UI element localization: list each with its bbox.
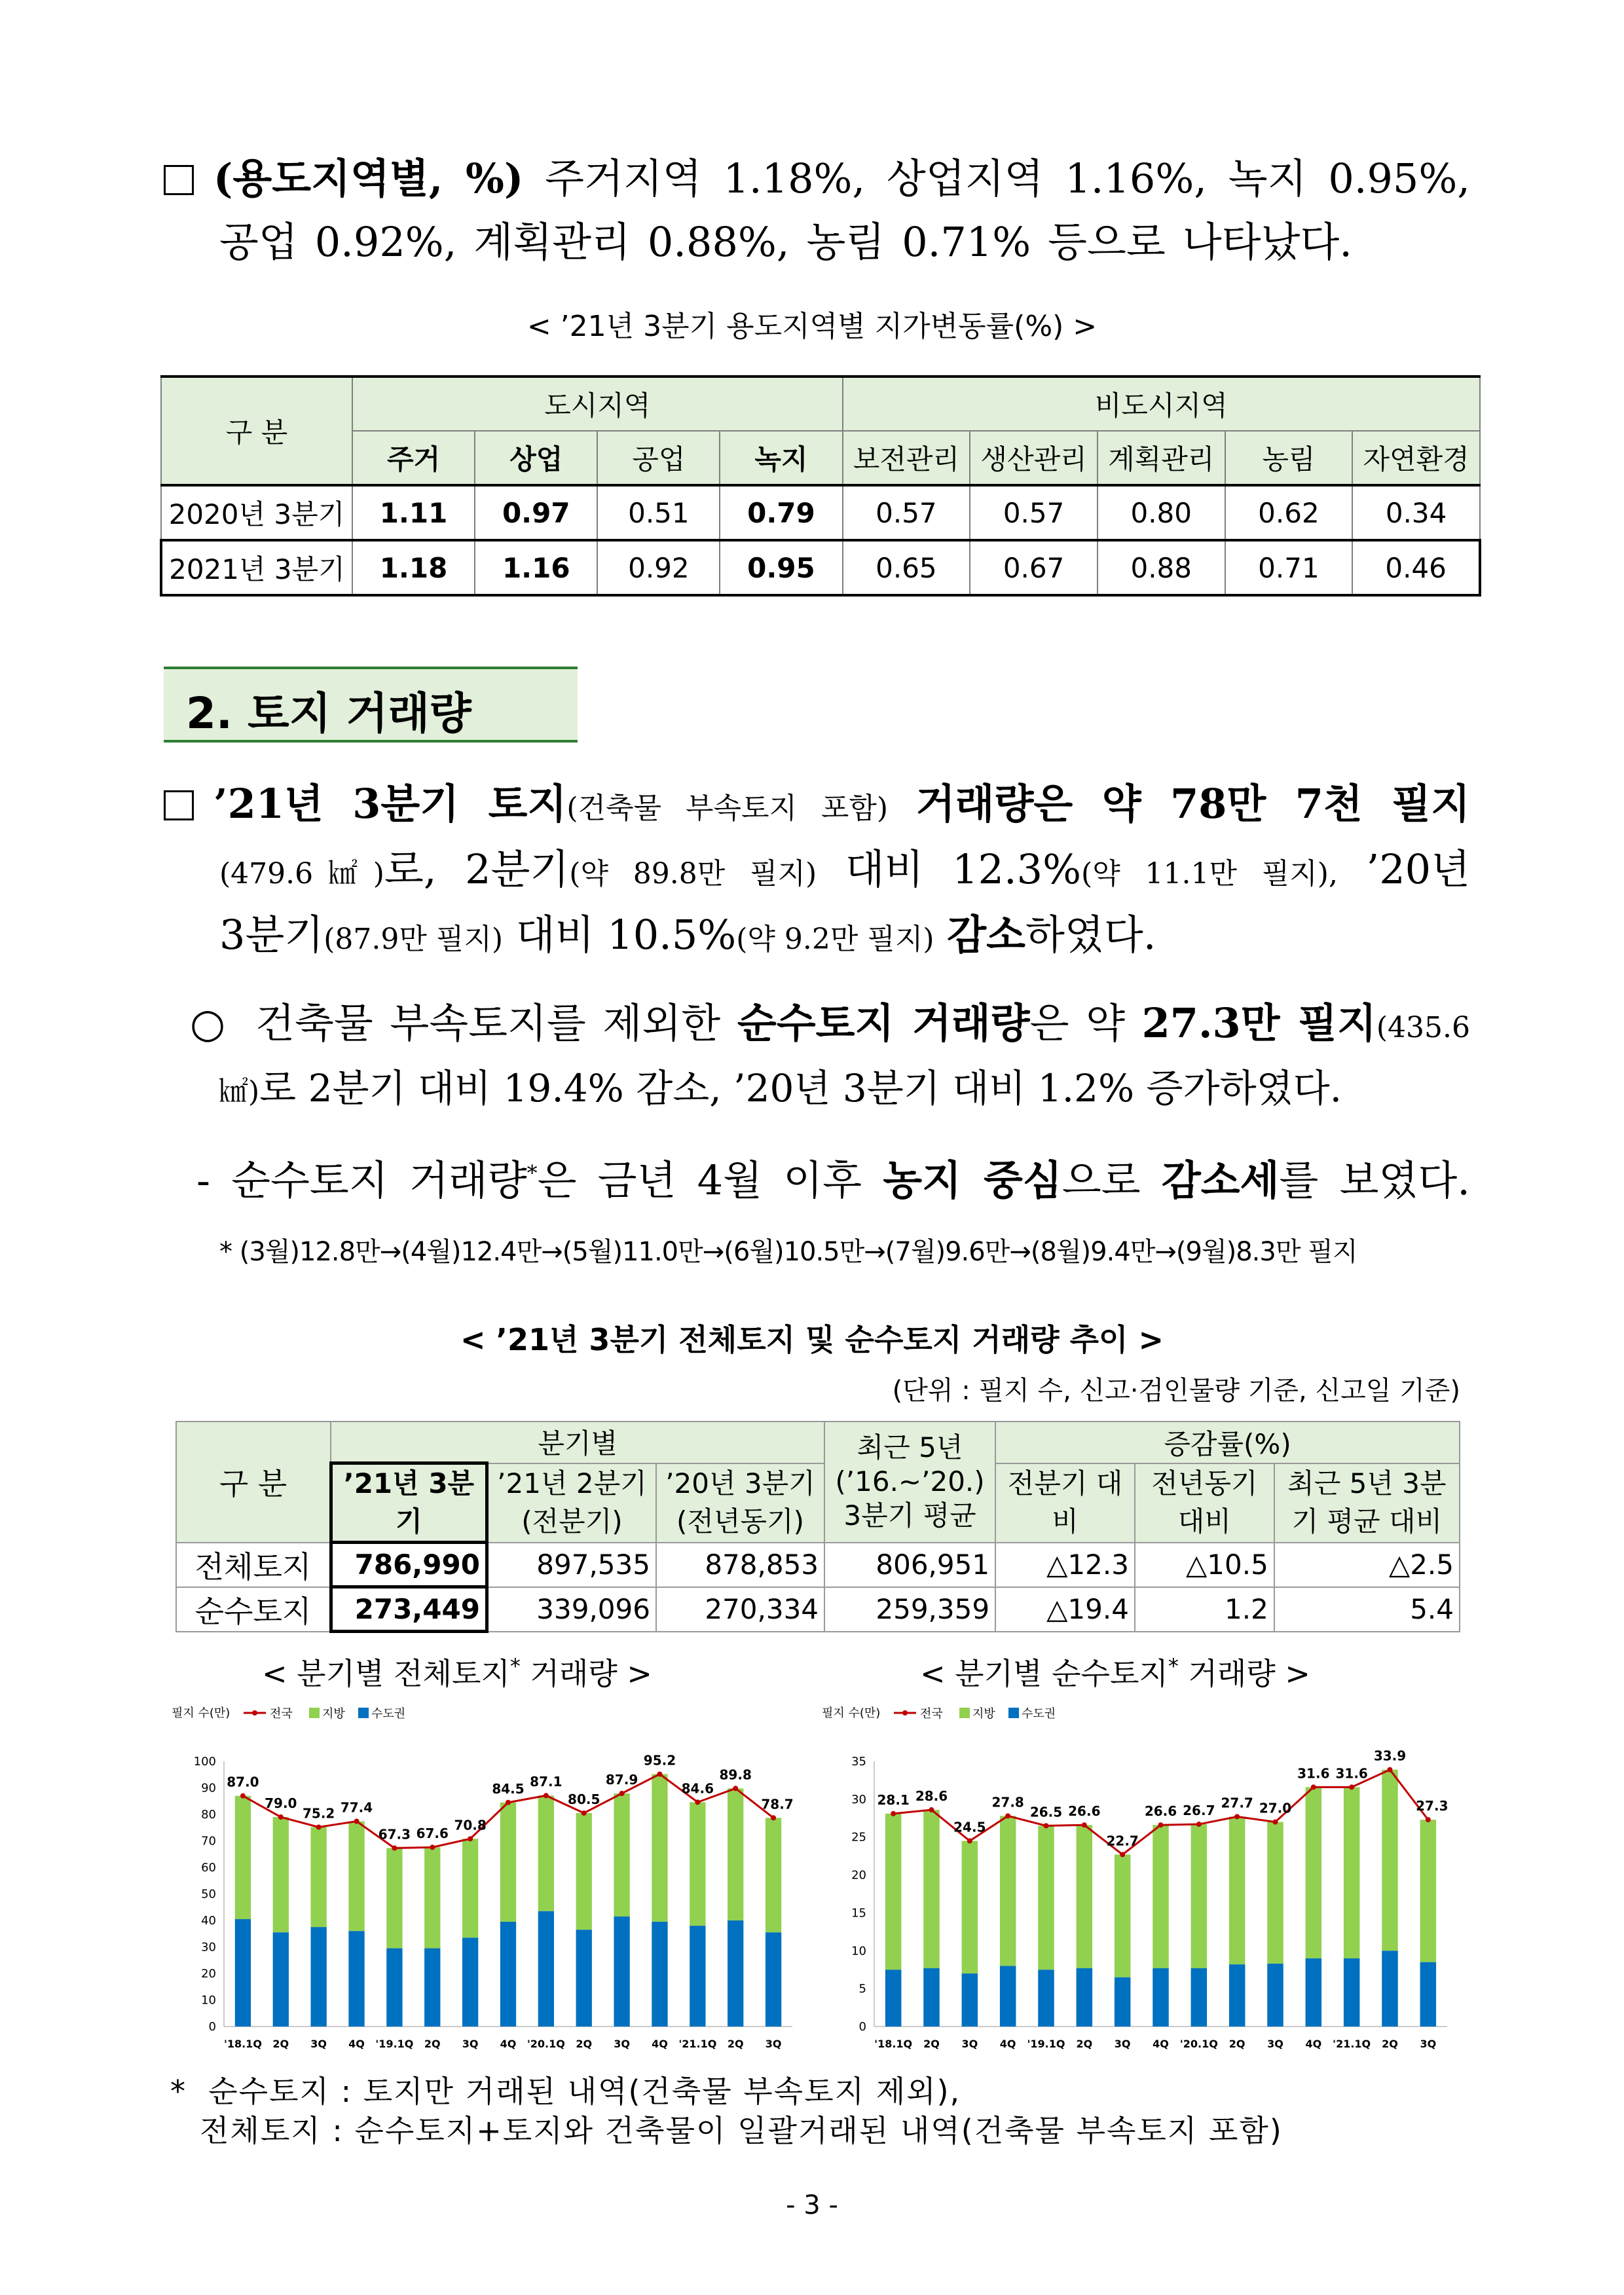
bar-capital: [923, 1968, 940, 2027]
y-tick-label: 80: [201, 1808, 216, 1822]
bar-local: [235, 1796, 251, 1919]
table2-cell: 273,449: [331, 1587, 487, 1632]
legend-swatch-local: [309, 1708, 320, 1718]
bar-capital: [728, 1920, 743, 2027]
bar-local: [1229, 1816, 1246, 1964]
data-label: 87.1: [530, 1774, 563, 1790]
x-tick-label: 3Q: [1267, 2038, 1283, 2050]
table-row: [161, 540, 1480, 595]
y-tick-label: 35: [851, 1755, 866, 1769]
bar-local: [500, 1803, 516, 1922]
table1-group-nonurban: 비도시지역: [843, 376, 1480, 431]
data-label: 87.0: [227, 1774, 259, 1790]
data-label: 77.4: [340, 1799, 373, 1816]
x-tick-label: 3Q: [765, 2038, 782, 2050]
x-tick-label: 3Q: [961, 2038, 978, 2050]
body-p1-line3: 3분기(87.9만 필지) 대비 10.5%(약 9.2만 필지) 감소하였다.: [219, 911, 1156, 959]
table1-cell: 0.62: [1225, 485, 1353, 540]
bar-capital: [1344, 1958, 1360, 2027]
table1-header: 생산관리: [970, 431, 1098, 485]
data-label: 31.6: [1335, 1765, 1368, 1782]
data-label: 26.6: [1144, 1803, 1177, 1820]
bar-local: [1153, 1825, 1169, 1968]
bar-capital: [1191, 1968, 1208, 2027]
point-national: [771, 1815, 776, 1820]
table1-header: 계획관리: [1098, 431, 1225, 485]
table2-cell: 1.2: [1135, 1587, 1274, 1632]
y-tick-label: 20: [851, 1868, 866, 1882]
intro-line-1: (용도지역별, %) 주거지역 1.18%, 상업지역 1.16%, 녹지 0.95%,: [164, 147, 1470, 210]
land-price-change-table: [160, 375, 1481, 597]
data-label: 28.1: [877, 1791, 910, 1808]
bar-local: [311, 1827, 327, 1927]
table2-cell: 270,334: [656, 1587, 824, 1632]
data-label: 84.5: [492, 1780, 525, 1797]
bar-local: [923, 1810, 940, 1968]
data-label: 70.8: [454, 1817, 487, 1833]
x-tick-label: 2Q: [1382, 2038, 1398, 2050]
table1-header: 주거: [352, 431, 475, 485]
table2-row-label: 순수토지: [176, 1587, 331, 1632]
table2-cell: 339,096: [487, 1587, 656, 1632]
chart-left-title: < 분기별 전체토지* 거래량 >: [262, 1653, 652, 1691]
bar-capital: [1382, 1951, 1398, 2027]
data-label: 95.2: [643, 1752, 676, 1769]
y-tick-label: 0: [208, 2020, 216, 2034]
bar-local: [1115, 1854, 1131, 1977]
bar-local: [614, 1793, 629, 1917]
x-tick-label: '21.1Q: [1333, 2038, 1371, 2050]
point-national: [506, 1800, 511, 1805]
footnote-line1: * 순수토지 : 토지만 거래된 내역(건축물 부속토지 제외),: [170, 2074, 961, 2109]
legend-label: 전국: [270, 1707, 293, 1721]
x-tick-label: 4Q: [500, 2038, 517, 2050]
bar-capital: [1000, 1966, 1016, 2027]
table1-cell: 0.67: [970, 540, 1098, 595]
x-tick-label: 3Q: [1420, 2038, 1437, 2050]
bar-capital: [500, 1922, 516, 2027]
bar-capital: [614, 1917, 629, 2027]
body-p2-line1: ○ 건축물 부속토지를 제외한 순수토지 거래량은 약 27.3만 필지(435.6: [190, 999, 1471, 1047]
bar-local: [1267, 1822, 1283, 1964]
point-national: [544, 1793, 549, 1798]
table-row: [176, 1587, 1460, 1632]
bar-local: [1038, 1826, 1054, 1970]
table1-cell: 0.65: [843, 540, 970, 595]
point-national: [1349, 1784, 1354, 1790]
body-p1-line2: (479.6㎢)로, 2분기(약 89.8만 필지) 대비 12.3%(약 11.1만 필지), ’20년: [219, 845, 1470, 893]
table1-cell: 0.57: [970, 485, 1098, 540]
bar-local: [885, 1814, 902, 1970]
data-label: 22.7: [1106, 1833, 1139, 1849]
body-p2-line2: ㎢)로 2분기 대비 19.4% 감소, ’20년 3분기 대비 1.2% 증가하였다.: [219, 1066, 1342, 1111]
bar-capital: [538, 1911, 554, 2027]
data-label: 87.9: [605, 1772, 638, 1788]
data-label: 27.7: [1221, 1795, 1253, 1811]
point-national: [733, 1786, 738, 1791]
x-tick-label: 3Q: [462, 2038, 479, 2050]
point-national: [1120, 1852, 1125, 1857]
bar-local: [728, 1788, 743, 1920]
data-label: 26.7: [1183, 1803, 1215, 1819]
table2-cell: 5.4: [1274, 1587, 1460, 1632]
bar-local: [1191, 1824, 1208, 1968]
data-label: 67.3: [378, 1826, 411, 1843]
bar-local: [538, 1795, 554, 1911]
x-tick-label: 4Q: [652, 2038, 668, 2050]
data-label: 78.7: [761, 1796, 794, 1812]
point-national: [354, 1819, 360, 1824]
table2-group-recent: 최근 5년 (’16.~’20.) 3분기 평균: [824, 1422, 995, 1543]
table1-cell: 0.88: [1098, 540, 1225, 595]
table1-cell: 0.92: [597, 540, 720, 595]
table1-cell: 0.34: [1352, 485, 1480, 540]
x-tick-label: 2Q: [272, 2038, 289, 2050]
bar-local: [386, 1848, 402, 1948]
table1-cell: 0.57: [843, 485, 970, 540]
table2-cell: 897,535: [487, 1543, 656, 1587]
bar-local: [576, 1813, 592, 1930]
point-national: [392, 1845, 397, 1850]
legend-label: 전국: [920, 1707, 943, 1721]
y-tick-label: 100: [193, 1755, 216, 1769]
table-row: [176, 1543, 1460, 1587]
point-national: [929, 1807, 934, 1812]
table1-cell: 0.95: [720, 540, 842, 595]
data-label: 33.9: [1373, 1748, 1407, 1764]
x-tick-label: 3Q: [310, 2038, 327, 2050]
x-tick-label: 4Q: [999, 2038, 1016, 2050]
data-label: 84.6: [681, 1780, 714, 1797]
chart-pure-land: [822, 1702, 1460, 2056]
bar-local: [766, 1818, 781, 1932]
x-tick-label: 2Q: [1228, 2038, 1246, 2050]
table1-header: 자연환경: [1352, 431, 1480, 485]
point-national: [468, 1836, 473, 1841]
bar-local: [1000, 1816, 1016, 1966]
legend-label: 지방: [972, 1707, 995, 1721]
table1-corner: 구 분: [161, 376, 352, 485]
table1-cell: 0.97: [475, 485, 597, 540]
table1-cell: 1.16: [475, 540, 597, 595]
table2-cell: △10.5: [1135, 1543, 1274, 1587]
table1-row-label: 2020년 3분기: [161, 485, 352, 540]
table2-unit: (단위 : 필지 수, 신고·검인물량 기준, 신고일 기준): [892, 1376, 1460, 1406]
legend-swatch-capital: [1008, 1708, 1019, 1718]
y-tick-label: 0: [858, 2020, 866, 2034]
bar-capital: [652, 1922, 667, 2027]
x-tick-label: '19.1Q: [375, 2038, 414, 2050]
table2-sub: 전년동기 대비: [1135, 1463, 1274, 1543]
table2-cell: 806,951: [824, 1543, 995, 1587]
point-national: [1196, 1822, 1202, 1827]
data-label: 28.6: [915, 1788, 948, 1805]
footnote-line2: 전체토지 : 순수토지+토지와 건축물이 일괄거래된 내역(건축물 부속토지 포함): [200, 2113, 1283, 2148]
table2-sub: ’20년 3분기 (전년동기): [656, 1463, 824, 1543]
table1-row-label: 2021년 3분기: [161, 540, 352, 595]
page-number: - 3 -: [786, 2190, 838, 2220]
y-tick-label: 10: [851, 1944, 866, 1958]
table1-header: 공업: [597, 431, 720, 485]
data-label: 27.3: [1416, 1798, 1449, 1814]
table2-cell: 786,990: [331, 1543, 487, 1587]
bar-capital: [462, 1937, 478, 2027]
x-tick-label: 2Q: [576, 2038, 593, 2050]
chart-ylabel: 필지 수(만): [822, 1706, 881, 1720]
point-national: [967, 1839, 972, 1844]
point-national: [695, 1799, 700, 1805]
bar-local: [1382, 1770, 1398, 1951]
y-tick-label: 30: [851, 1792, 866, 1807]
y-tick-label: 10: [201, 1993, 216, 2008]
point-national: [1311, 1784, 1316, 1790]
bar-capital: [311, 1927, 327, 2027]
bar-capital: [1038, 1970, 1054, 2027]
point-national: [430, 1845, 435, 1850]
chart-ylabel: 필지 수(만): [172, 1706, 231, 1720]
section-header: 2. 토지 거래량: [164, 667, 578, 743]
table2-sub: ’21년 3분기: [331, 1463, 487, 1543]
bar-local: [348, 1822, 364, 1932]
table1-cell: 0.80: [1098, 485, 1225, 540]
bar-capital: [273, 1932, 289, 2027]
table1-cell: 0.71: [1225, 540, 1353, 595]
bar-local: [1306, 1787, 1322, 1958]
x-tick-label: 4Q: [1153, 2038, 1169, 2050]
bar-local: [652, 1774, 667, 1922]
table2-sub: 최근 5년 3분기 평균 대비: [1274, 1463, 1460, 1543]
legend-label: 수도권: [371, 1707, 406, 1721]
x-tick-label: 4Q: [1305, 2038, 1322, 2050]
bar-local: [273, 1817, 289, 1932]
chart-right-title: < 분기별 순수토지* 거래량 >: [920, 1653, 1310, 1691]
point-national: [581, 1810, 587, 1816]
point-national: [1158, 1822, 1164, 1827]
bar-capital: [766, 1932, 781, 2027]
table2-cell: △12.3: [995, 1543, 1135, 1587]
table-row: [161, 485, 1480, 540]
data-label: 27.0: [1259, 1800, 1292, 1816]
point-national: [891, 1811, 896, 1816]
bar-local: [1077, 1825, 1093, 1968]
bar-capital: [690, 1926, 705, 2027]
point-national: [316, 1824, 322, 1829]
intro-line-2: 공업 0.92%, 계획관리 0.88%, 농림 0.71% 등으로 나타났다.: [219, 218, 1352, 266]
point-national: [240, 1793, 246, 1799]
bar-capital: [576, 1930, 592, 2027]
x-tick-label: '19.1Q: [1027, 2038, 1065, 2050]
data-label: 67.6: [416, 1826, 449, 1842]
y-tick-label: 30: [201, 1940, 216, 1955]
y-tick-label: 90: [201, 1781, 216, 1795]
bar-capital: [1306, 1958, 1322, 2027]
bar-local: [1344, 1787, 1360, 1958]
x-tick-label: 3Q: [1114, 2038, 1131, 2050]
table1-cell: 0.79: [720, 485, 842, 540]
y-tick-label: 25: [851, 1830, 866, 1845]
body-p3-line1: - 순수토지 거래량*은 금년 4월 이후 농지 중심으로 감소세를 보였다.: [196, 1156, 1470, 1204]
bar-capital: [348, 1931, 364, 2027]
point-national: [1044, 1823, 1049, 1828]
bar-capital: [424, 1949, 440, 2027]
legend-dot-national: [252, 1710, 257, 1716]
bar-capital: [235, 1919, 251, 2027]
bar-capital: [885, 1970, 902, 2027]
bar-capital: [1229, 1964, 1246, 2027]
x-tick-label: '20.1Q: [1179, 2038, 1218, 2050]
bar-local: [1420, 1820, 1437, 1962]
x-tick-label: 2Q: [424, 2038, 441, 2050]
data-label: 26.5: [1029, 1804, 1063, 1820]
point-national: [1426, 1817, 1431, 1822]
body-p1-line1: ’21년 3분기 토지(건축물 부속토지 포함) 거래량은 약 78만 7천 필지: [164, 773, 1470, 839]
point-national: [1005, 1813, 1010, 1818]
legend-label: 수도권: [1022, 1707, 1056, 1721]
y-tick-label: 20: [201, 1967, 216, 1981]
table2-group-change: 증감률(%): [995, 1422, 1460, 1463]
x-tick-label: 2Q: [923, 2038, 940, 2050]
data-label: 75.2: [302, 1805, 335, 1822]
table2-cell: △19.4: [995, 1587, 1135, 1632]
legend-dot-national: [902, 1710, 908, 1716]
checkbox-bullet-icon: [164, 790, 194, 820]
table1-header: 상업: [475, 431, 597, 485]
bar-local: [962, 1841, 978, 1974]
chart-total-land: [172, 1702, 805, 2056]
legend-label: 지방: [322, 1707, 345, 1721]
table1-header: 녹지: [720, 431, 842, 485]
table2-corner: 구 분: [176, 1422, 331, 1543]
table1-caption: < ’21년 3분기 용도지역별 지가변동률(%) >: [526, 310, 1098, 343]
point-national: [1388, 1767, 1393, 1772]
bar-capital: [1077, 1968, 1093, 2027]
y-tick-label: 60: [201, 1861, 216, 1875]
point-national: [619, 1791, 625, 1796]
transaction-volume-table: [175, 1421, 1460, 1633]
table2-group-quarter: 분기별: [331, 1422, 824, 1463]
bar-capital: [962, 1974, 978, 2027]
bar-capital: [1267, 1964, 1283, 2027]
table2-cell: 878,853: [656, 1543, 824, 1587]
table2-cell: △2.5: [1274, 1543, 1460, 1587]
point-national: [1234, 1814, 1240, 1819]
x-tick-label: '21.1Q: [678, 2038, 717, 2050]
data-label: 31.6: [1297, 1765, 1330, 1782]
table2-cell: 259,359: [824, 1587, 995, 1632]
x-tick-label: 3Q: [614, 2038, 630, 2050]
y-tick-label: 40: [201, 1914, 216, 1928]
table1-cell: 0.51: [597, 485, 720, 540]
bar-local: [462, 1839, 478, 1937]
table1-cell: 1.11: [352, 485, 475, 540]
bar-local: [424, 1847, 440, 1948]
checkbox-bullet-icon: [164, 165, 194, 195]
y-tick-label: 5: [858, 1982, 866, 1996]
data-label: 80.5: [568, 1791, 600, 1807]
x-tick-label: 4Q: [348, 2038, 365, 2050]
table2-sub: ’21년 2분기 (전분기): [487, 1463, 656, 1543]
point-national: [1082, 1822, 1087, 1827]
bar-capital: [1115, 1977, 1131, 2027]
point-national: [278, 1814, 284, 1820]
legend-swatch-local: [959, 1708, 970, 1718]
legend-swatch-capital: [358, 1708, 369, 1718]
x-tick-label: 2Q: [727, 2038, 744, 2050]
table1-cell: 0.46: [1352, 540, 1480, 595]
table2-sub: 전분기 대비: [995, 1463, 1135, 1543]
y-tick-label: 50: [201, 1887, 216, 1901]
bar-capital: [386, 1949, 402, 2027]
x-tick-label: '18.1Q: [874, 2038, 913, 2050]
y-tick-label: 70: [201, 1834, 216, 1848]
body-p3-note: * (3월)12.8만→(4월)12.4만→(5월)11.0만→(6월)10.5만→(7월)9.6만→(8월)9.4만→(9월)8.3만 필지: [219, 1237, 1357, 1267]
data-label: 24.5: [953, 1819, 986, 1835]
table1-group-urban: 도시지역: [352, 376, 843, 431]
table2-caption: < ’21년 3분기 전체토지 및 순수토지 거래량 추이 >: [460, 1322, 1164, 1357]
y-tick-label: 15: [851, 1906, 866, 1920]
table1-header: 보전관리: [843, 431, 970, 485]
x-tick-label: 2Q: [1076, 2038, 1093, 2050]
point-national: [657, 1771, 662, 1776]
bar-capital: [1420, 1962, 1437, 2027]
table1-header: 농림: [1225, 431, 1353, 485]
data-label: 27.8: [991, 1794, 1024, 1810]
table2-row-label: 전체토지: [176, 1543, 331, 1587]
bar-capital: [1153, 1968, 1169, 2027]
data-label: 79.0: [265, 1795, 297, 1812]
table1-cell: 1.18: [352, 540, 475, 595]
bar-local: [690, 1802, 705, 1926]
data-label: 89.8: [719, 1767, 752, 1783]
x-tick-label: '20.1Q: [526, 2038, 565, 2050]
point-national: [1273, 1820, 1278, 1825]
data-label: 26.6: [1068, 1803, 1101, 1820]
x-tick-label: '18.1Q: [223, 2038, 262, 2050]
